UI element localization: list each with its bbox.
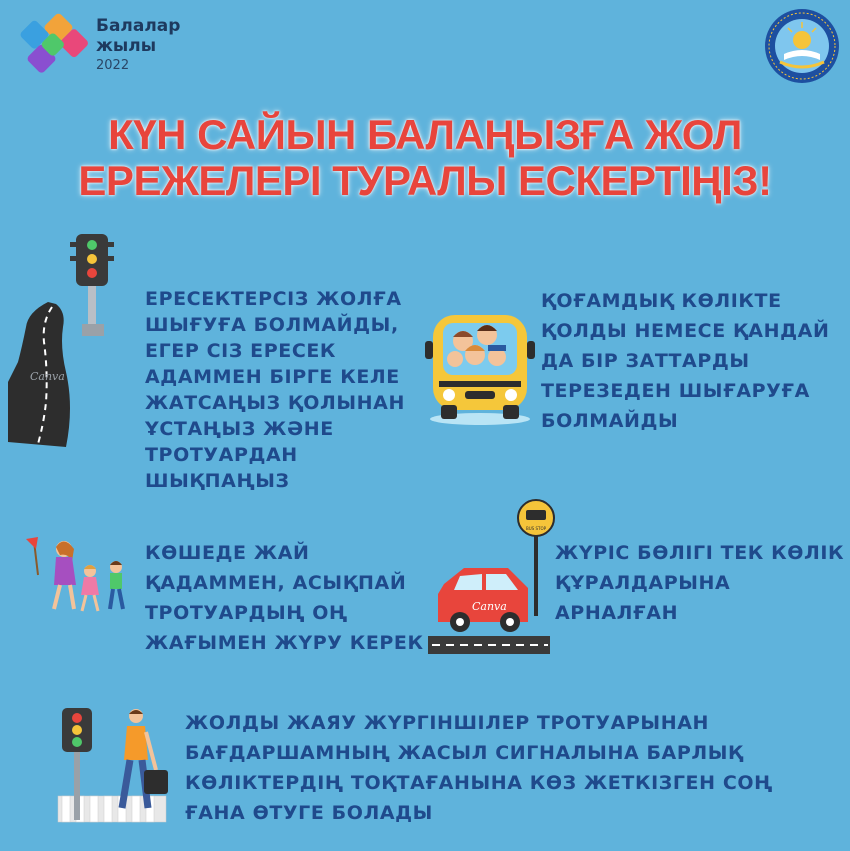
road-watermark: Canva <box>30 370 65 383</box>
rule-1-line: ШЫҚПАҢЫЗ <box>145 470 290 492</box>
rule-1-line: ЖАТСАҢЫЗ ҚОЛЫНАН <box>145 392 405 414</box>
rule-1-text <box>145 286 405 494</box>
title-line2: ЕРЕЖЕЛЕРІ ТУРАЛЫ ЕСКЕРТІҢІЗ! <box>78 157 772 204</box>
rule-2-line: ҚОЛДЫ НЕМЕСЕ ҚАНДАЙ <box>541 320 830 342</box>
rule-3-line: ТРОТУАРДЫҢ ОҢ <box>145 602 348 624</box>
car-bus-stop-icon <box>424 498 554 658</box>
rule-2-line: БОЛМАЙДЫ <box>541 410 679 432</box>
rule-1-line: АДАММЕН БІРГЕ КЕЛЕ <box>145 366 400 388</box>
title-line1: КҮН САЙЫН БАЛАҢЫЗҒА ЖОЛ <box>108 111 742 158</box>
emblem-seal-icon <box>764 8 840 84</box>
rule-3-line: ЖАҒЫМЕН ЖҮРУ КЕРЕК <box>145 632 424 654</box>
walking-children-icon <box>24 535 136 615</box>
rule-2-line: ТЕРЕЗЕДЕН ШЫҒАРУҒА <box>541 380 810 402</box>
rule-1-line: ЕГЕР СІЗ ЕРЕСЕК <box>145 340 337 362</box>
rule-4-line: ҚҰРАЛДАРЫНА <box>555 572 731 594</box>
rule-4-line: ЖҮРІС БӨЛІГІ ТЕК КӨЛІК <box>555 542 845 564</box>
rule-2-text <box>541 286 829 436</box>
logo-year: 2022 <box>96 58 130 73</box>
rule-5-line: ЖОЛДЫ ЖАЯУ ЖҮРГІНШІЛЕР ТРОТУАРЫНАН <box>185 712 710 734</box>
rule-1-line: ҰСТАҢЫЗ ЖӘНЕ <box>145 418 334 440</box>
rule-1-line: ТРОТУАРДАН <box>145 444 298 466</box>
rule-1-line: ШЫҒУҒА БОЛМАЙДЫ, <box>145 314 399 336</box>
page-title <box>0 112 850 204</box>
rule-1-line: ЕРЕСЕКТЕРСІЗ ЖОЛҒА <box>145 288 402 310</box>
rule-2-line: ҚОҒАМДЫҚ КӨЛІКТЕ <box>541 290 782 312</box>
rule-4-text <box>555 538 844 628</box>
bus-stop-sign-label: BUS STOP <box>525 526 547 531</box>
year-of-children-logo-icon <box>10 6 90 86</box>
rule-3-line: ҚАДАММЕН, АСЫҚПАЙ <box>145 572 407 594</box>
rule-5-line: ҒАНА ӨТУГЕ БОЛАДЫ <box>185 802 433 824</box>
rule-4-line: АРНАЛҒАН <box>555 602 679 624</box>
car-watermark: Canva <box>472 600 507 613</box>
logo-text <box>96 16 180 76</box>
rule-2-line: ДА БІР ЗАТТАРДЫ <box>541 350 750 372</box>
logo-line2: жылы <box>96 36 157 56</box>
rule-5-text <box>185 708 773 828</box>
rule-5-line: БАҒДАРШАМНЫҢ ЖАСЫЛ СИГНАЛЫНА БАРЛЫҚ <box>185 742 744 764</box>
traffic-light-road-icon <box>8 232 138 457</box>
logo-line1: Балалар <box>96 16 181 36</box>
rule-5-line: КӨЛІКТЕРДІҢ ТОҚТАҒАНЫНА КӨЗ ЖЕТКІЗГЕН СОҢ <box>185 772 773 794</box>
rule-3-text <box>145 538 424 658</box>
pedestrian-crossing-icon <box>52 704 177 826</box>
rule-3-line: КӨШЕДЕ ЖАЙ <box>145 542 310 564</box>
school-bus-icon <box>425 297 535 427</box>
